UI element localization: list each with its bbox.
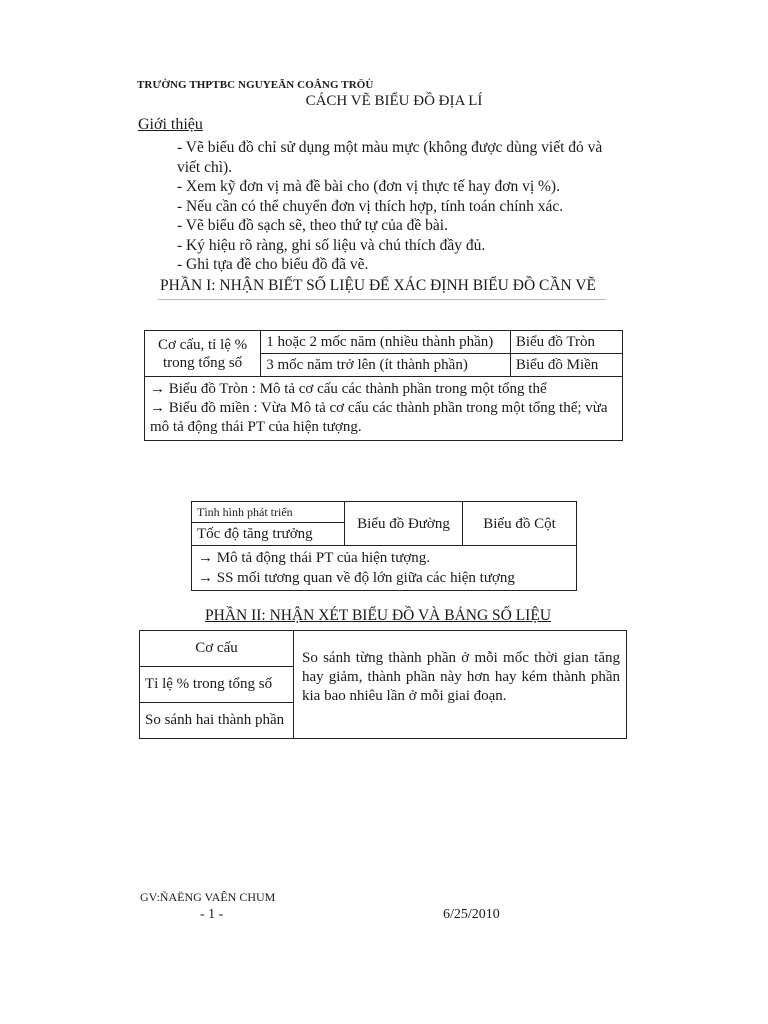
description-cell: So sánh từng thành phần ở mỗi mốc thời gian tăng hay giảm, thành phần này hơn hay kém thành phần kia bao nhiêu lần ở mỗi giai đoạn. (294, 631, 627, 739)
page-title: CÁCH VẼ BIỂU ĐỒ ĐỊA LÍ (305, 93, 483, 109)
chart-type-cell: Biểu đồ Miền (510, 354, 622, 377)
note-line: → Biểu đồ miền : Vừa Mô tả cơ cấu các thành phần trong một tổng thể; vừa mô tả động thái PT của hiện tượng. (150, 400, 608, 435)
intro-bullet: - Xem kỹ đơn vị mà đề bài cho (đơn vị thực tế hay đơn vị %). (177, 178, 560, 195)
item-cell: Tỉ lệ % trong tổng số (140, 667, 294, 703)
chart-type-cell: Biểu đồ Tròn (510, 331, 622, 354)
part1-underline (158, 299, 606, 300)
intro-bullet: - Vẽ biểu đồ chỉ sử dụng một màu mực (không được dùng viết đỏ và (177, 139, 603, 156)
growth-label-cell: Tốc độ tăng trưởng (192, 523, 345, 546)
intro-bullet: - Ghi tựa đề cho biểu đồ đã vẽ. (177, 256, 369, 273)
intro-bullet: - Ký hiệu rõ ràng, ghi số liệu và chú thích đầy đủ. (177, 236, 486, 254)
teacher-name: GV:ÑAËNG VAÊN CHUM (140, 890, 276, 904)
part1-heading: PHẦN I: NHẬN BIẾT SỐ LIỆU ĐỂ XÁC ĐỊNH BIỂU ĐỒ CẦN VẼ (160, 277, 596, 294)
condition-cell: 1 hoặc 2 mốc năm (nhiều thành phần) (261, 331, 511, 354)
development-label-cell: Tình hình phát triển (192, 502, 345, 523)
item-cell: So sánh hai thành phần (140, 703, 294, 739)
structure-label-cell: Cơ cấu, tỉ lệ % trong tổng số (145, 331, 261, 377)
notes-cell (192, 546, 577, 591)
intro-bullet: - Vẽ biểu đồ sạch sẽ, theo thứ tự của đề bài. (177, 217, 448, 234)
part2-heading: PHẦN II: NHẬN XÉT BIỂU ĐỒ VÀ BẢNG SỐ LIỆU (205, 607, 552, 624)
intro-bullet-list (177, 138, 627, 275)
school-name: TRƯỜNG THPTBC NGUYEÃN COÂNG TRÖÙ (137, 79, 374, 91)
item-cell: Cơ cấu (140, 631, 294, 667)
note-line: → SS mối tương quan về độ lớn giữa các hiện tượng (198, 570, 515, 586)
intro-bullet: - Nếu cần có thể chuyển đơn vị thích hợp, tính toán chính xác. (177, 197, 564, 215)
condition-cell: 3 mốc năm trở lên (ít thành phần) (261, 354, 511, 377)
page-number: - 1 - (200, 907, 224, 922)
intro-bullet: viết chì). (177, 158, 233, 176)
comment-table (139, 630, 627, 739)
line-chart-cell: Biểu đồ Đường (344, 502, 462, 546)
notes-cell (145, 377, 623, 441)
document-date: 6/25/2010 (443, 907, 500, 922)
intro-heading: Giới thiệu (138, 116, 203, 133)
chart-selection-table-structure (144, 330, 623, 441)
note-line: → Mô tả động thái PT của hiện tượng. (198, 550, 431, 566)
note-line: → Biểu đồ Tròn : Mô tả cơ cấu các thành phần trong một tổng thể (150, 381, 547, 397)
bar-chart-cell: Biểu đồ Cột (463, 502, 577, 546)
chart-selection-table-growth (191, 501, 577, 591)
